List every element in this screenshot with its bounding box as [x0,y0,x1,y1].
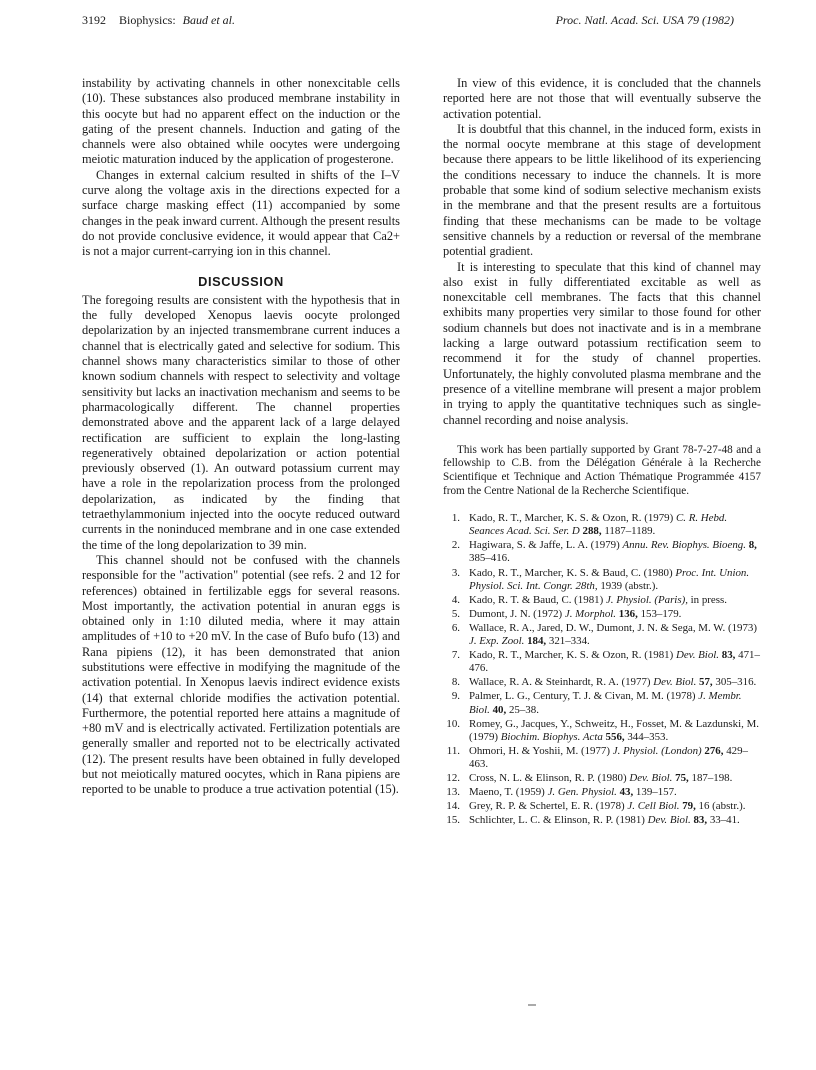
reference-authors: Schlichter, L. C. & Elinson, R. P. (1981) [469,814,645,827]
reference-volume: 75, [675,771,689,784]
acknowledgment: This work has been partially supported by Grant 78-7-27-48 and a fellowship to C.B. from the Délégation Générale à la Recherche Scientifique et Technique and Action Thématique Programmée 4157 from the Centre National de la Recherche Scientifique. [443,443,761,497]
reference-number: 2. [451,539,460,552]
reference-pages: 1187–1189. [604,525,656,538]
reference-journal: Dev. Biol. [675,649,720,662]
reference-authors: Wallace, R. A. & Steinhardt, R. A. (1977) [469,676,651,689]
reference-journal: Dev. Biol. [647,814,691,827]
page-mark [528,1004,536,1006]
reference-volume: 136, [618,607,638,620]
reference-list [443,512,761,827]
reference-item [443,567,761,593]
reference-journal: J. Membr. Biol. [469,690,742,716]
reference-item [443,676,761,689]
reference-item [443,594,761,607]
paragraph-discussion-hypothesis: The foregoing results are consistent with the hypothesis that in the fully developed Xenopus laevis oocyte prolonged depolarization by an injected transmembrane current induces a channel that is electrically gated and selective for sodium. This channel shows many characteristics similar to those of other known sodium channels with respect to selectivity and voltage sensitivity but lacks an inactivation mechanism and seems to be pharmacologically different. The channel properties demonstrated above and the apparent lack of a large delayed rectification are sufficient to explain the long-lasting regeneratively obtained depolarization or action potential previously observed (1). An outward potassium current may have a role in the repolarization process from the prolonged depolarization, as indicated by the finding that tetraethylammonium injected into the oocyte reduced outward currents in the noninduced membrane and in one case extended the time of the long depolarization to 39 min. [82,292,400,552]
reference-number: 7. [451,649,460,662]
reference-item [443,800,761,813]
reference-pages: 33–41. [709,814,740,827]
journal-citation: Proc. Natl. Acad. Sci. USA 79 (1982) [555,13,734,27]
reference-pages: 139–157. [635,786,677,799]
reference-journal: J. Exp. Zool. [469,635,525,648]
reference-journal: J. Gen. Physiol. [547,786,617,799]
reference-journal: Biochim. Biophys. Acta [500,730,603,743]
reference-journal: Dev. Biol. [653,676,697,689]
section-label: Biophysics: [119,13,176,27]
reference-number: 9. [451,690,460,703]
reference-authors: Kado, R. T., Marcher, K. S. & Baud, C. (1980) [469,566,673,579]
reference-number: 12. [446,771,460,784]
reference-authors: Kado, R. T. & Baud, C. (1981) [469,593,604,606]
reference-volume: 184, [527,635,547,648]
reference-pages: 344–353. [627,730,669,743]
reference-pages: 321–334. [548,635,590,648]
reference-number: 4. [451,593,460,606]
reference-pages: 471–476. [469,649,760,675]
reference-volume: 43, [619,786,634,799]
reference-authors: Ohmori, H. & Yoshii, M. (1977) [469,744,610,757]
reference-volume: 83, [693,814,708,827]
reference-pages: in press. [690,593,727,606]
reference-item [443,539,761,565]
reference-pages: 385–416. [469,552,510,565]
reference-item [443,622,761,648]
reference-authors: Romey, G., Jacques, Y., Schweitz, H., Fosset, M. & Lazdunski, M. (1979) [469,717,759,743]
reference-authors: Maeno, T. (1959) [469,786,545,799]
reference-item [443,814,761,827]
reference-number: 11. [446,744,460,757]
reference-number: 3. [451,566,460,579]
reference-item [443,690,761,716]
reference-item [443,512,761,538]
reference-authors: Wallace, R. A., Jared, D. W., Dumont, J. N. & Sega, M. W. (1973) [469,621,757,634]
reference-pages: 429–463. [469,744,748,770]
left-column [82,76,400,798]
reference-journal: Proc. Int. Union. Physiol. Sci. Int. Congr. 28th, [469,566,750,592]
reference-volume: 556, [605,730,625,743]
reference-volume: 83, [721,649,736,662]
paragraph-activation-potential: This channel should not be confused with the channels responsible for the "activation" potential (see refs. 2 and 12 for references) obtained in fertilizable eggs for several reasons. Most importantly, the activation potential in anuran eggs is obtained only in 1:10 diluted media, where it may attain amplitudes of +10 to +20 mV. In the case of Bufo bufo (13) and Rana pipiens (12), it has been demonstrated that anion substitutions were effective in modifying the magnitude of the activation potential. In Xenopus laevis indirect evidence exists (14) that external chloride modifies the activation potential. Furthermore, the potential reported here attains a magnitude of +80 mV and is electrically activated. Fertilization potentials are generally smaller and reported not to be electrically activated (12). The present results have been obtained in fully developed but not meiotically matured oocytes, which in Rana pipiens are reported to be unable to produce a true activation potential (15). [82,552,400,797]
reference-pages: 16 (abstr.). [698,800,746,813]
reference-number: 13. [446,786,460,799]
reference-authors: Palmer, L. G., Century, T. J. & Civan, M. M. (1978) [469,690,696,703]
paragraph-conclusion: In view of this evidence, it is concluded that the channels reported here are not those that will eventually subserve the activation potential. [443,76,761,121]
reference-pages: 305–316. [715,676,757,689]
section-heading-discussion: DISCUSSION [198,273,284,289]
author-label: Baud et al. [182,13,235,27]
reference-volume: 288, [582,525,602,538]
reference-item [443,718,761,744]
reference-item [443,772,761,785]
reference-volume: 57, [699,676,713,689]
reference-journal: J. Morphol. [564,607,617,620]
reference-authors: Kado, R. T., Marcher, K. S. & Ozon, R. (1981) [469,649,674,662]
reference-number: 5. [451,607,460,620]
reference-volume: 40, [492,703,507,716]
reference-pages: 153–179. [640,607,682,620]
right-column [443,76,761,828]
reference-authors: Dumont, J. N. (1972) [469,607,563,620]
header-left [82,13,235,28]
reference-number: 14. [446,800,460,813]
reference-item [443,786,761,799]
paragraph-speculation: It is interesting to speculate that this kind of channel may also exist in fully differentiated excitable as well as nonexcitable cell membranes. The facts that this channel exhibits many properties very similar to those found for other sodium channels but does not inactivate and is in a membrane lacking a large outward potassium rectification seem to recommend it for the study of channel properties. Unfortunately, the highly convoluted plasma membrane and the presence of a vitelline membrane will present a major problem in trying to apply the quantitative techniques such as single-channel recording and noise analysis. [443,259,761,427]
reference-number: 10. [446,717,460,730]
reference-journal: Annu. Rev. Biophys. Bioeng. [622,539,746,552]
reference-pages: 25–38. [508,703,539,716]
reference-journal: J. Physiol. (Paris), [605,593,688,606]
reference-authors: Cross, N. L. & Elinson, R. P. (1980) [469,771,627,784]
reference-volume: 276, [704,744,724,757]
page-number: 3192 [82,13,106,27]
reference-pages: 187–198. [691,771,733,784]
reference-authors: Kado, R. T., Marcher, K. S. & Ozon, R. (1979) [469,512,674,525]
reference-number: 15. [446,814,460,827]
reference-authors: Grey, R. P. & Schertel, E. R. (1978) [469,800,625,813]
reference-item [443,745,761,771]
reference-journal: Dev. Biol. [629,771,673,784]
paragraph-doubtful: It is doubtful that this channel, in the induced form, exists in the normal oocyte membrane at this stage of development because there appears to be little likelihood of its experiencing the conditions necessary to induce the channels. It is more probable that some kind of sodium selective mechanism exists in the membrane and that the present results are a fortuitous finding that these mechanisms can be made to be voltage sensitive channels by a reduction or reversal of the membrane potential gradient. [443,121,761,259]
running-header [82,13,734,31]
reference-journal: J. Cell Biol. [627,800,680,813]
reference-volume: 79, [682,800,696,813]
reference-item [443,608,761,621]
reference-journal: J. Physiol. (London) [612,744,702,757]
reference-number: 6. [451,621,460,634]
paragraph-instability: instability by activating channels in other nonexcitable cells (10). These substances also produced membrane instability in this oocyte but had no apparent effect on the induction or the gating of the present channels. Induction and gating of the channels were also obtained while oocytes were undergoing meiotic maturation induced by the application of progesterone. [82,76,400,167]
reference-pages: 1939 (abstr.). [600,579,659,592]
reference-volume: 8, [748,539,757,552]
reference-number: 8. [451,676,460,689]
paragraph-calcium: Changes in external calcium resulted in shifts of the I–V curve along the voltage axis in the directions expected for a surface charge masking effect (11) accompanied by some changes in the peak inward current. Although the present results do not provide conclusive evidence, it would appear that Ca2+ is not a major current-carrying ion in this channel. [82,167,400,259]
reference-journal: C. R. Hebd. Seances Acad. Sci. Ser. D [469,512,728,538]
reference-item [443,649,761,675]
reference-number: 1. [451,512,460,525]
reference-authors: Hagiwara, S. & Jaffe, L. A. (1979) [469,539,620,552]
